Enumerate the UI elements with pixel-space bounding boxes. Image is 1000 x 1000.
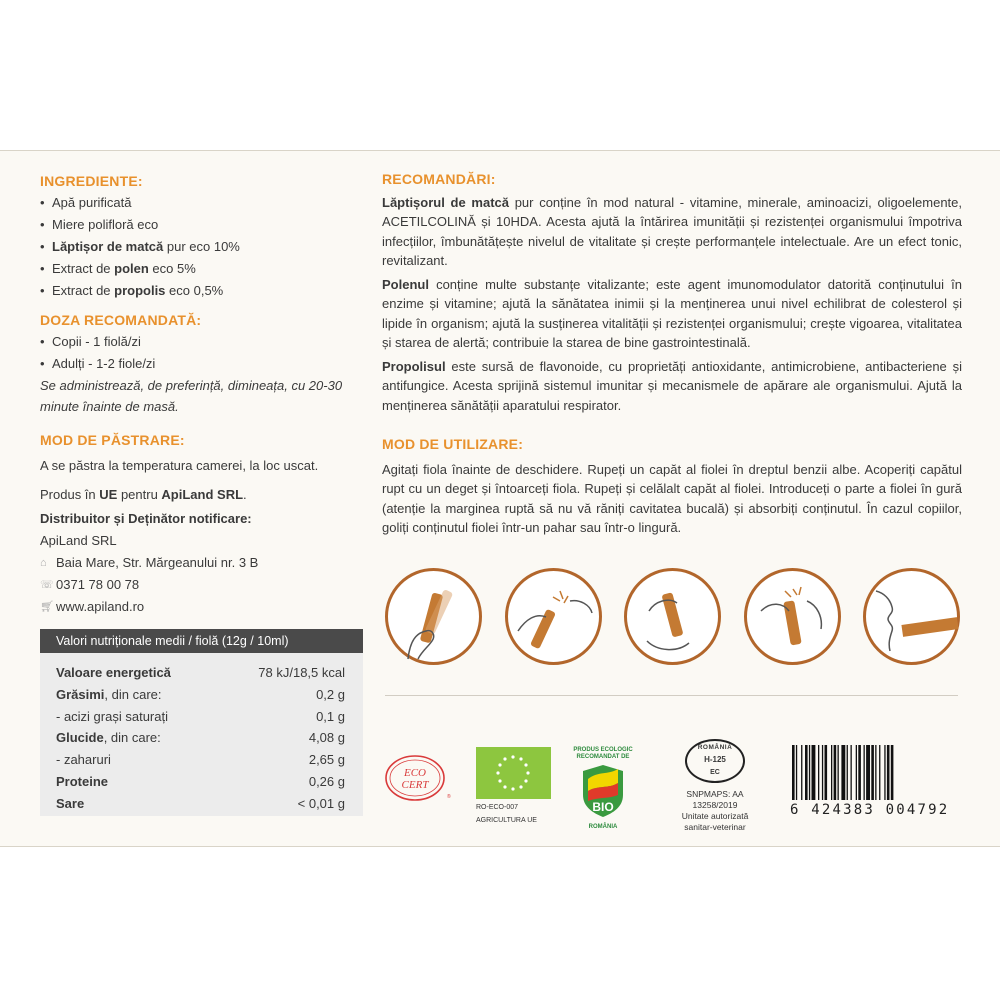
step-2-break-illustration: [505, 568, 602, 665]
phone-row: ☏ 0371 78 00 78: [40, 574, 365, 596]
barcode-bars: [790, 745, 962, 800]
snp-line2: Unitate autorizată: [681, 811, 749, 821]
right-column: [382, 170, 962, 542]
svg-text:®: ®: [447, 794, 451, 800]
svg-text:BIO: BIO: [592, 800, 614, 814]
ingredient-item: • Lăptișor de matcă pur eco 10%: [40, 236, 365, 258]
ecocert-logo: [384, 752, 450, 804]
usage-text: Agitați fiola înainte de deschidere. Rupeți un capăt al fiolei în dreptul benzii albe. Acoperiți capătul rupt cu un deget și întoarceți fiola. Rupeți și celălalt capăt al fiolei. Introduceți o parte a fiolei în gură (atenție la marginea ruptă să nu vă răniți cavitatea bucală) și absorbiți conținutul. În cazul copiilor, goliți conținutul fiolei într-un pahar sau într-o lingură.: [382, 461, 962, 535]
eu-organic-logo: [476, 747, 551, 825]
nutrition-row: Sare < 0,01 g: [56, 795, 345, 811]
producer-line: Produs în UE pentru ApiLand SRL.: [40, 487, 247, 502]
bio-romania-logo: PRODUS ECOLOGIC RECOMANDAT DE BIO ROMÂNIA: [573, 747, 633, 830]
nutrition-table: [40, 629, 363, 816]
left-column: [40, 170, 365, 618]
ingredient-item: • Extract de polen eco 5%: [40, 258, 365, 280]
snp-line3: sanitar-veterinar: [684, 822, 746, 832]
eu-leaf-flag: [476, 747, 551, 799]
snp-code: SNPMAPS: AA 13258/2019: [686, 789, 744, 810]
svg-text:ECO: ECO: [404, 767, 426, 779]
bio-romania-emblem: [578, 761, 628, 819]
propolis-paragraph: Propolisul este sursă de flavonoide, cu proprietăți antioxidante, antimicrobiene, antibacteriene și antifungice. Acesta sprijină sistemul imunitar și mecanismele de apărare ale organismului. Ajută la menținerea sănătății aparatului respirator.: [382, 358, 962, 413]
dose-item: • Adulți - 1-2 fiole/zi: [40, 353, 365, 375]
distributor-heading: Distribuitor și Deținător notificare:: [40, 511, 252, 526]
nutrition-row: - acizi grași saturați 0,1 g: [56, 708, 345, 724]
ingredient-item: • Extract de propolis eco 0,5%: [40, 280, 365, 302]
oval-stamp: ROMÂNIA H-125 EC: [685, 739, 745, 783]
recommendations-heading: RECOMANDĂRI:: [382, 171, 496, 187]
royal-jelly-paragraph: Lăptișorul de matcă pur conține în mod natural - vitamine, minerale, aminoacizi, oligoelemente, ACETILCOLINĂ și 10HDA. Acesta ajută la întărirea imunității și rezistenței organismului împotriva infecțiilor, îmbunătățește nivelul de vitalitate și crește performanțele intelectuale. Are un efect tonic, revitalizant.: [382, 194, 963, 268]
pollen-paragraph: Polenul conține multe substanțe vitalizante; este agent imunomodulator datorită conținutului în enzime și vitamine; ajută la sănătatea inimii și la menținerea unui nivel echilibrat de colesterol și lipide în organism; ajută la susținerea vitalității și rezistenței organismului; crește vigoarea, vitalitatea și starea de alertă; contribuie la starea de bine gastrointestinală.: [382, 276, 962, 350]
step-5-drink-illustration: [863, 568, 960, 665]
step-3-invert-illustration: [624, 568, 721, 665]
storage-text: A se păstra la temperatura camerei, la loc uscat.: [40, 458, 319, 473]
barcode: [790, 745, 962, 818]
home-icon: ⌂: [40, 557, 47, 569]
contact-block: [40, 530, 365, 618]
nutrition-row: Glucide, din care: 4,08 g: [56, 730, 345, 746]
dose-list: [40, 331, 365, 375]
step-4-break-other-end-illustration: [744, 568, 841, 665]
dose-item: • Copii - 1 fiolă/zi: [40, 331, 365, 353]
eu-agriculture: AGRICULTURA UE: [476, 817, 537, 824]
cart-icon: 🛒︎: [40, 601, 54, 613]
svg-text:CERT: CERT: [401, 779, 429, 791]
nutrition-title: Valori nutriționale medii / fiolă (12g / 10ml): [40, 629, 363, 653]
web-row[interactable]: 🛒︎ www.apiland.ro: [40, 596, 365, 618]
nutrition-row: - zaharuri 2,65 g: [56, 752, 345, 768]
dose-note: Se administrează, de preferință, dimineața, cu 20-30 minute înainte de masă.: [40, 378, 343, 414]
ingredients-list: [40, 192, 365, 302]
step-1-shake-illustration: [385, 568, 482, 665]
vet-authorization: [666, 739, 764, 833]
eu-code: RO-ECO-007: [476, 804, 519, 811]
ingredient-item: • Miere polifloră eco: [40, 214, 365, 236]
nutrition-rows: [40, 653, 363, 815]
nutrition-row: Valoare energetică 78 kJ/18,5 kcal: [56, 665, 345, 680]
nutrition-row: Grăsimi, din care: 0,2 g: [56, 686, 345, 702]
usage-heading: MOD DE UTILIZARE:: [382, 436, 524, 452]
nutrition-row: Proteine 0,26 g: [56, 773, 345, 789]
distributor-name: ApiLand SRL: [40, 533, 117, 548]
dose-heading: DOZA RECOMANDATĂ:: [40, 312, 202, 328]
storage-heading: MOD DE PĂSTRARE:: [40, 432, 185, 448]
ingredient-item: • Apă purificată: [40, 192, 365, 214]
address-row: ⌂ Baia Mare, Str. Mărgeanului nr. 3 B: [40, 552, 365, 574]
barcode-number: 6 424383 004792: [790, 802, 950, 818]
ingredients-heading: INGREDIENTE:: [40, 173, 143, 189]
usage-steps: [385, 568, 960, 668]
section-divider: [385, 695, 958, 696]
phone-icon: ☏: [40, 579, 54, 591]
